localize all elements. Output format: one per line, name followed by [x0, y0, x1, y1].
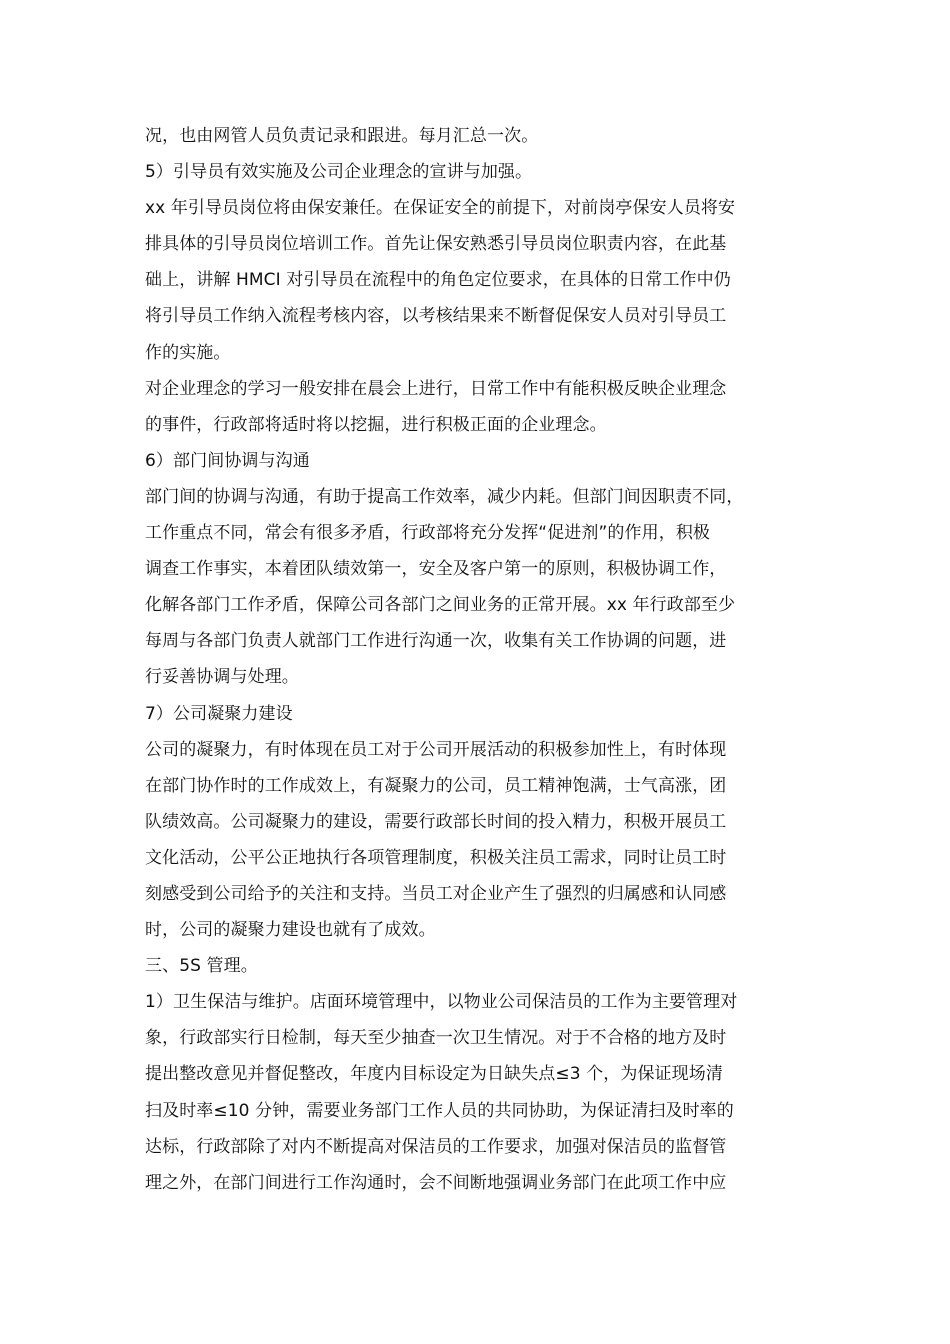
section-heading-5: 5）引导员有效实施及公司企业理念的宣讲与加强。	[145, 162, 533, 183]
text-line: 对企业理念的学习一般安排在晨会上进行，日常工作中有能积极反映企业理念	[145, 378, 727, 399]
text-line: 将引导员工作纳入流程考核内容，以考核结果来不断督促保安人员对引导员工	[145, 306, 727, 327]
text-line: 作的实施。	[145, 342, 231, 363]
text-line: 在部门协作时的工作成效上，有凝聚力的公司，员工精神饱满，士气高涨，团	[145, 775, 727, 796]
text-line: 队绩效高。公司凝聚力的建设，需要行政部长时间的投入精力，积极开展员工	[145, 811, 727, 832]
text-line: 时，公司的凝聚力建设也就有了成效。	[145, 920, 436, 941]
text-line: 部门间的协调与沟通，有助于提高工作效率，减少内耗。但部门间因职责不同，	[145, 486, 744, 507]
text-line: 象，行政部实行日检制，每天至少抽查一次卫生情况。对于不合格的地方及时	[145, 1028, 727, 1049]
text-line: 提出整改意见并督促整改，年度内目标设定为日缺失点≤3 个，为保证现场清	[145, 1064, 723, 1085]
text-line: 1）卫生保洁与维护。店面环境管理中，以物业公司保洁员的工作为主要管理对	[145, 992, 738, 1013]
text-line: 达标，行政部除了对内不断提高对保洁员的工作要求，加强对保洁员的监督管	[145, 1136, 727, 1157]
text-line: 排具体的引导员岗位培训工作。首先让保安熟悉引导员岗位职责内容，在此基	[145, 234, 727, 255]
text-line: 文化活动，公平公正地执行各项管理制度，积极关注员工需求，同时让员工时	[145, 847, 727, 868]
text-line: xx 年引导员岗位将由保安兼任。在保证安全的前提下，对前岗亭保安人员将安	[145, 198, 736, 219]
document-body	[145, 118, 810, 1201]
section-heading-5s: 三、5S 管理。	[145, 956, 258, 977]
text-line: 化解各部门工作矛盾，保障公司各部门之间业务的正常开展。xx 年行政部至少	[145, 595, 736, 616]
text-line: 公司的凝聚力，有时体现在员工对于公司开展活动的积极参加性上，有时体现	[145, 739, 727, 760]
text-line: 行妥善协调与处理。	[145, 667, 299, 688]
text-line: 础上，讲解 HMCI 对引导员在流程中的角色定位要求，在具体的日常工作中仍	[145, 270, 731, 291]
text-line: 调查工作事实，本着团队绩效第一，安全及客户第一的原则，积极协调工作，	[145, 559, 727, 580]
text-line: 工作重点不同，常会有很多矛盾，行政部将充分发挥“促进剂”的作用，积极	[145, 523, 711, 544]
text-line: 理之外，在部门间进行工作沟通时，会不间断地强调业务部门在此项工作中应	[145, 1172, 727, 1193]
section-heading-6: 6）部门间协调与沟通	[145, 450, 310, 471]
text-line: 扫及时率≤10 分钟，需要业务部门工作人员的共同协助，为保证清扫及时率的	[145, 1100, 734, 1121]
section-heading-7: 7）公司凝聚力建设	[145, 703, 293, 724]
text-line: 况，也由网管人员负责记录和跟进。每月汇总一次。	[145, 126, 539, 146]
text-line: 的事件，行政部将适时将以挖掘，进行积极正面的企业理念。	[145, 414, 607, 435]
text-line: 刻感受到公司给予的关注和支持。当员工对企业产生了强烈的归属感和认同感	[145, 883, 727, 904]
text-line: 每周与各部门负责人就部门工作进行沟通一次，收集有关工作协调的问题，进	[145, 631, 727, 652]
